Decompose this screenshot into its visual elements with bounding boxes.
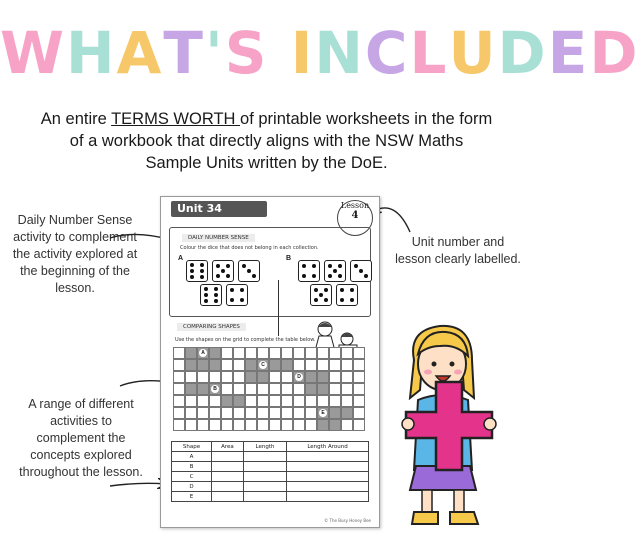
grid-cell: [257, 407, 269, 419]
grid-cell: [329, 395, 341, 407]
grid-cell: [305, 395, 317, 407]
grid-cell: [305, 419, 317, 431]
grid-cell: [185, 407, 197, 419]
grid-cell: [293, 347, 305, 359]
grid-cell: [221, 419, 233, 431]
grid-cell: [257, 383, 269, 395]
table-blank-cell[interactable]: [212, 482, 244, 492]
grid-cell: [233, 383, 245, 395]
grid-cell: [245, 419, 257, 431]
grid-cell: [185, 371, 197, 383]
die-face: [336, 284, 358, 306]
die-pip: [338, 264, 342, 268]
grid-cell: [341, 395, 353, 407]
grid-cell: [173, 395, 185, 407]
grid-cell: [353, 407, 365, 419]
die-pip: [350, 298, 354, 302]
grid-cell: [233, 395, 245, 407]
grid-shape-label: B: [211, 385, 219, 393]
grid-cell: [281, 395, 293, 407]
table-blank-cell[interactable]: [287, 452, 369, 462]
table-row: [172, 472, 369, 482]
grid-cell: [269, 395, 281, 407]
die-face: [226, 284, 248, 306]
worksheet-preview: [160, 196, 380, 528]
die-pip: [328, 274, 332, 278]
grid-cell: [185, 347, 197, 359]
title-letter: A: [116, 19, 164, 87]
grid-cell: [173, 407, 185, 419]
grid-cell: [305, 359, 317, 371]
title-letter: D: [589, 19, 639, 87]
die-face: [200, 284, 222, 306]
table-row: [172, 462, 369, 472]
grid-cell: [305, 347, 317, 359]
grid-cell: [209, 371, 221, 383]
title-letter: H: [65, 19, 117, 87]
grid-cell: [197, 383, 209, 395]
table-blank-cell[interactable]: [212, 462, 244, 472]
die-pip: [252, 274, 256, 278]
grid-cell: [245, 347, 257, 359]
grid-cell: [209, 419, 221, 431]
grid-cell: [257, 419, 269, 431]
grid-cell: [305, 407, 317, 419]
die-face: [298, 260, 320, 282]
die-pip: [226, 274, 230, 278]
die-pip: [350, 288, 354, 292]
title-letter: D: [497, 19, 548, 87]
table-body: [172, 452, 369, 502]
table-blank-cell[interactable]: [243, 492, 286, 502]
unit-label: Unit 34: [171, 201, 267, 217]
die-pip: [216, 264, 220, 268]
grid-cell: [269, 383, 281, 395]
grid-cell: [233, 419, 245, 431]
die-pip: [319, 293, 323, 297]
grid-cell: [221, 347, 233, 359]
die-pip: [204, 299, 208, 303]
die-pip: [302, 264, 306, 268]
table-header-cell: Length Around: [287, 442, 369, 452]
daily-instruction: Colour the dice that does not belong in each collection.: [180, 245, 319, 251]
grid-cell: [317, 383, 329, 395]
table-row: [172, 482, 369, 492]
grid-cell: [281, 407, 293, 419]
grid-cell: [233, 347, 245, 359]
grid-cell: [173, 383, 185, 395]
grid-cell: [269, 407, 281, 419]
grid-cell: [197, 371, 209, 383]
die-pip: [200, 275, 204, 279]
table-row-label: A: [172, 452, 212, 462]
die-pip: [240, 298, 244, 302]
die-pip: [333, 269, 337, 273]
grid-cell: [221, 395, 233, 407]
grid-cell: [293, 419, 305, 431]
grid-cell: [209, 359, 221, 371]
die-pip: [200, 269, 204, 273]
grid-cell: [209, 347, 221, 359]
grid-shape-label: D: [295, 373, 303, 381]
grid-shape-label: A: [199, 349, 207, 357]
table-header-cell: Shape: [172, 442, 212, 452]
intro-post: of printable worksheets in the form of a workbook that directly aligns with the NSW Maths Sample Units written by the DoE.: [69, 110, 493, 172]
die-pip: [214, 293, 218, 297]
daily-number-sense-box: [169, 227, 371, 317]
die-pip: [314, 298, 318, 302]
die-pip: [230, 288, 234, 292]
die-pip: [200, 263, 204, 267]
grid-cell: [317, 419, 329, 431]
grid-cell: [245, 383, 257, 395]
grid-cell: [341, 383, 353, 395]
grid-cell: [257, 371, 269, 383]
title-letter: T: [163, 19, 205, 87]
table-row-label: D: [172, 482, 212, 492]
grid-cell: [281, 347, 293, 359]
table-blank-cell[interactable]: [287, 472, 369, 482]
grid-cell: [245, 395, 257, 407]
grid-cell: [293, 359, 305, 371]
grid-cell: [269, 359, 281, 371]
grid-cell: [221, 407, 233, 419]
girl-holding-plus-illustration: [400, 320, 510, 528]
set-b-label: B: [286, 255, 292, 262]
grid-cell: [281, 359, 293, 371]
table-blank-cell[interactable]: [212, 472, 244, 482]
die-pip: [240, 288, 244, 292]
title-letter: S: [224, 19, 269, 87]
grid-cell: [329, 383, 341, 395]
grid-cell: [197, 395, 209, 407]
table-row: [172, 452, 369, 462]
die-pip: [221, 269, 225, 273]
grid-cell: [329, 347, 341, 359]
grid-cell: [233, 359, 245, 371]
grid-cell: [353, 347, 365, 359]
grid-cell: [317, 347, 329, 359]
unit-note: Unit number and lesson clearly labelled.: [395, 235, 521, 266]
daily-header: DAILY NUMBER SENSE: [182, 234, 255, 242]
grid-cell: [341, 347, 353, 359]
table-row-label: E: [172, 492, 212, 502]
grid-shape-label: E: [319, 409, 327, 417]
die-pip: [312, 264, 316, 268]
die-pip: [204, 293, 208, 297]
title-letter: U: [448, 19, 498, 87]
table-blank-cell[interactable]: [287, 482, 369, 492]
grid-cell: [329, 407, 341, 419]
die-pip: [302, 274, 306, 278]
grid-cell: [245, 371, 257, 383]
grid-cell: [221, 371, 233, 383]
die-pip: [359, 269, 363, 273]
title-letter: ': [205, 19, 225, 87]
table-blank-cell[interactable]: [243, 462, 286, 472]
die-pip: [324, 298, 328, 302]
grid-shape-label: C: [259, 361, 267, 369]
intro-underlined: TERMS WORTH: [111, 110, 241, 128]
grid-cell: [233, 407, 245, 419]
grid-cell: [353, 371, 365, 383]
die-pip: [216, 274, 220, 278]
table-row: [172, 492, 369, 502]
grid-cell: [185, 359, 197, 371]
die-pip: [354, 264, 358, 268]
die-pip: [190, 263, 194, 267]
die-pip: [247, 269, 251, 273]
grid-cell: [197, 359, 209, 371]
die-face: [238, 260, 260, 282]
grid-cell: [269, 371, 281, 383]
grid-cell: [197, 407, 209, 419]
grid-cell: [353, 359, 365, 371]
lesson-word: Lesson: [340, 201, 370, 210]
table-blank-cell[interactable]: [287, 492, 369, 502]
grid-cell: [293, 407, 305, 419]
die-pip: [214, 299, 218, 303]
grid-cell: [305, 383, 317, 395]
title-letter: N: [314, 19, 365, 87]
grid-cell: [185, 383, 197, 395]
die-face: [310, 284, 332, 306]
grid-cell: [317, 359, 329, 371]
shape-grid: [173, 347, 365, 431]
grid-cell: [209, 395, 221, 407]
grid-cell: [269, 419, 281, 431]
table-blank-cell[interactable]: [212, 492, 244, 502]
title-letter: L: [409, 19, 449, 87]
grid-cell: [329, 419, 341, 431]
table-row-label: C: [172, 472, 212, 482]
grid-cell: [353, 383, 365, 395]
grid-cell: [257, 347, 269, 359]
die-pip: [340, 288, 344, 292]
grid-cell: [281, 371, 293, 383]
intro-pre: An entire: [40, 110, 112, 128]
die-pip: [204, 287, 208, 291]
grid-cell: [293, 395, 305, 407]
shapes-header: COMPARING SHAPES: [177, 323, 246, 331]
die-pip: [190, 269, 194, 273]
grid-cell: [221, 383, 233, 395]
shape-table: [171, 441, 369, 502]
table-blank-cell[interactable]: [243, 482, 286, 492]
grid-cell: [173, 359, 185, 371]
dice-divider: [278, 280, 279, 336]
shapes-instruction: Use the shapes on the grid to complete the table below.: [175, 337, 316, 343]
grid-cell: [281, 419, 293, 431]
die-face: [350, 260, 372, 282]
die-pip: [226, 264, 230, 268]
grid-cell: [341, 371, 353, 383]
die-face: [212, 260, 234, 282]
die-pip: [338, 274, 342, 278]
grid-cell: [353, 395, 365, 407]
grid-cell: [317, 371, 329, 383]
grid-cell: [173, 347, 185, 359]
arrow-table: [110, 483, 166, 486]
grid-cell: [185, 395, 197, 407]
grid-cell: [341, 359, 353, 371]
grid-cell: [293, 383, 305, 395]
grid-cell: [233, 371, 245, 383]
grid-cell: [245, 359, 257, 371]
die-pip: [324, 288, 328, 292]
set-a-label: A: [178, 255, 184, 262]
grid-cell: [221, 359, 233, 371]
die-pip: [214, 287, 218, 291]
title-letter: I: [290, 19, 315, 87]
grid-cell: [209, 407, 221, 419]
grid-cell: [173, 419, 185, 431]
grid-cell: [245, 407, 257, 419]
table-header-cell: Length: [243, 442, 286, 452]
daily-note: Daily Number Sense activity to complement the activity explored at the beginning of the lesson.: [12, 213, 138, 295]
table-blank-cell[interactable]: [243, 452, 286, 462]
die-pip: [190, 275, 194, 279]
footer-credit: © The Busy Honey Bee: [324, 518, 371, 523]
grid-cell: [353, 419, 365, 431]
table-header-cell: Area: [212, 442, 244, 452]
die-pip: [364, 274, 368, 278]
grid-cell: [305, 371, 317, 383]
die-face: [186, 260, 208, 282]
grid-cell: [257, 395, 269, 407]
die-pip: [340, 298, 344, 302]
die-pip: [328, 264, 332, 268]
title-letter: W: [0, 19, 66, 87]
grid-cell: [329, 359, 341, 371]
die-pip: [312, 274, 316, 278]
grid-cell: [269, 347, 281, 359]
table-row-label: B: [172, 462, 212, 472]
grid-cell: [281, 383, 293, 395]
die-pip: [242, 264, 246, 268]
table-blank-cell[interactable]: [243, 472, 286, 482]
die-face: [324, 260, 346, 282]
grid-cell: [185, 419, 197, 431]
grid-cell: [329, 371, 341, 383]
grid-cell: [173, 371, 185, 383]
grid-cell: [341, 407, 353, 419]
grid-cell: [341, 419, 353, 431]
range-note: A range of different activities to complement the concepts explored throughout the lesson.: [19, 397, 143, 479]
die-pip: [230, 298, 234, 302]
table-blank-cell[interactable]: [212, 452, 244, 462]
die-pip: [314, 288, 318, 292]
table-header-row: [172, 442, 369, 452]
title-letter: E: [547, 19, 590, 87]
title-letter: C: [364, 19, 410, 87]
table-blank-cell[interactable]: [287, 462, 369, 472]
grid-cell: [197, 419, 209, 431]
grid-cell: [317, 395, 329, 407]
lesson-number: 4: [351, 210, 359, 221]
